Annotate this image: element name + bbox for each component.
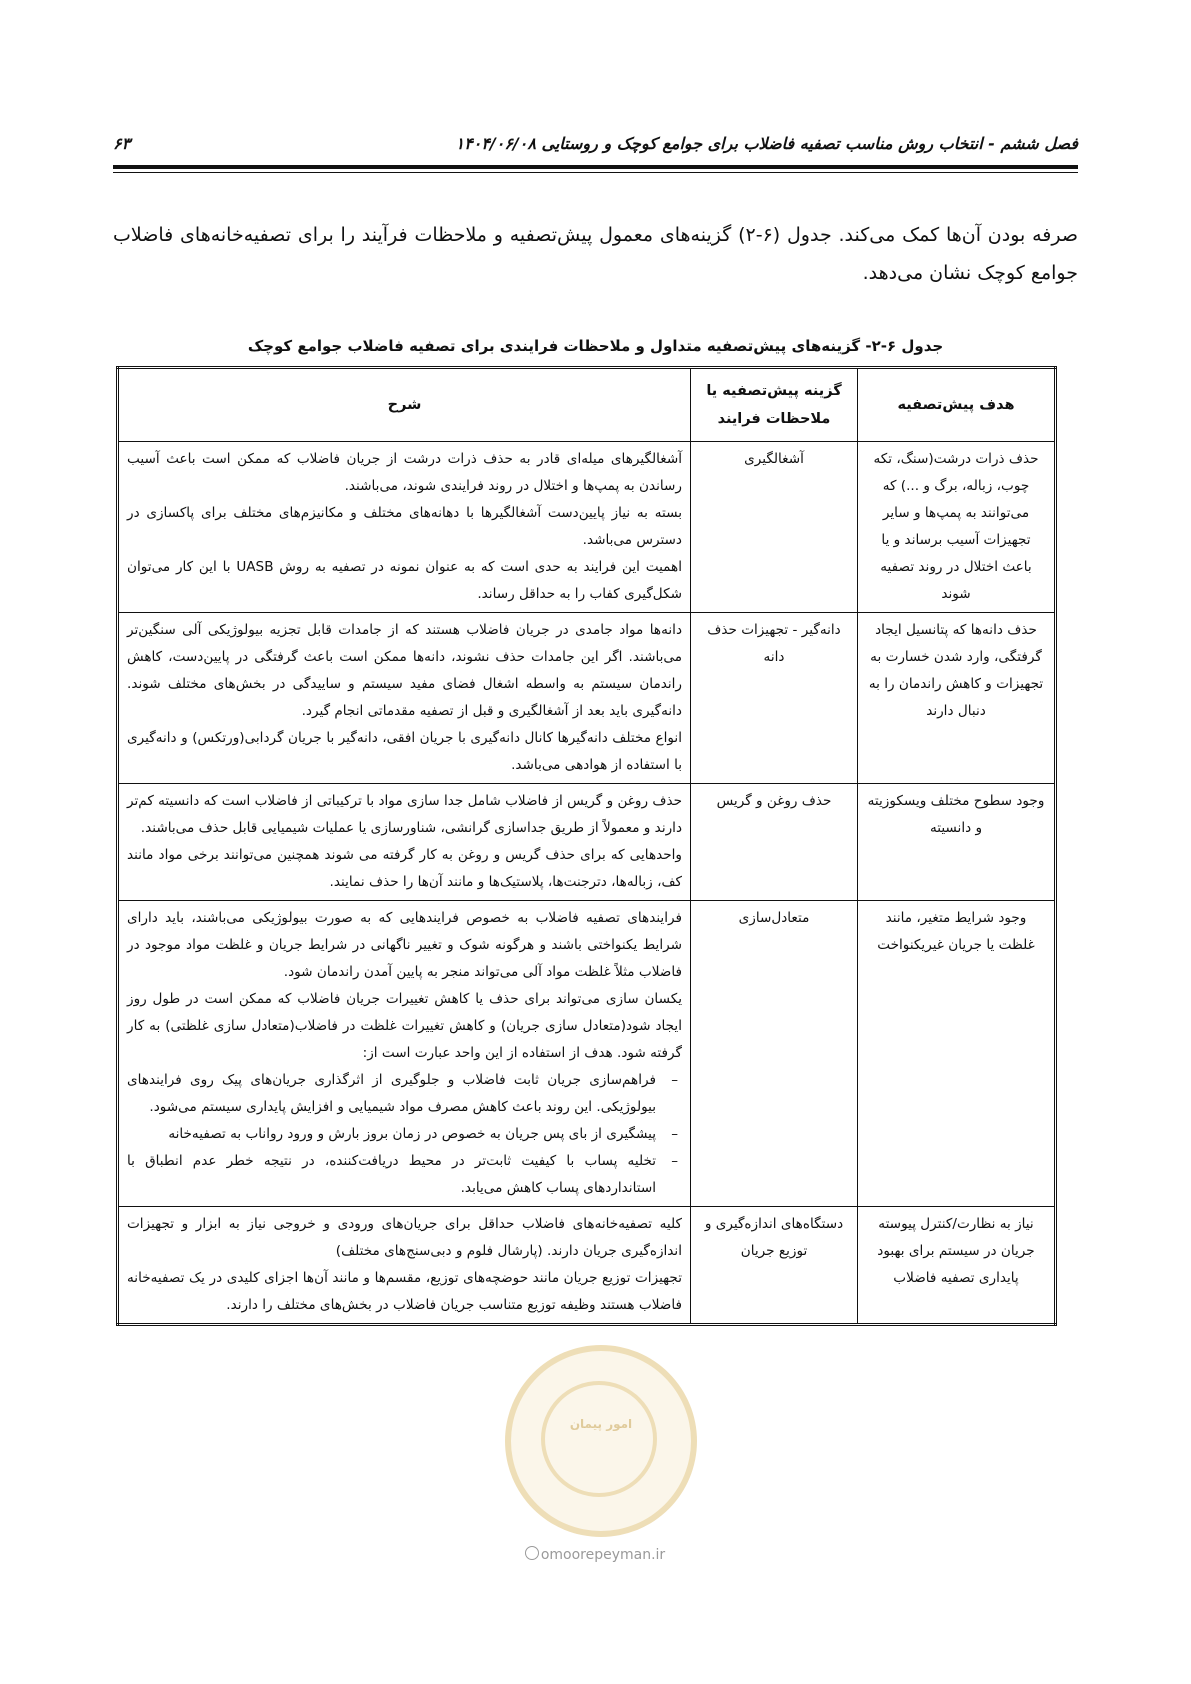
chapter-title [456, 134, 1079, 153]
description-cell [118, 442, 691, 613]
description-paragraph: واحدهایی که برای حذف گریس و روغن به کار گرفته می شوند همچنین می‌توانند برخی مواد مانند کف، زباله‌ها، دترجنت‌ها، پلاستیک‌ها و مانند آن‌ها را حذف نمایند. [127, 847, 682, 890]
site-watermark [495, 1546, 695, 1563]
header-option: گزینه پیش‌تصفیه یا ملاحظات فرایند [691, 368, 858, 442]
description-paragraph: انواع مختلف دانه‌گیرها کانال دانه‌گیری با جریان افقی، دانه‌گیر با جریان گردابی(ورتکس) و دانه‌گیری با استفاده از هوادهی می‌باشد. [127, 730, 682, 773]
page-header [113, 128, 1078, 158]
table-row [118, 901, 1056, 1207]
table-row [118, 613, 1056, 784]
bullet-item: – پیشگیری از بای پس جریان به خصوص در زمان بروز بارش و ورود رواناب به تصفیه‌خانه [127, 1121, 656, 1148]
at-icon [525, 1546, 539, 1560]
description-paragraph: حذف روغن و گریس از فاضلاب شامل جدا سازی مواد با ترکیباتی از فاضلاب است که دانسیته کم‌تر دارند و معمولاً از طریق جداسازی گرانشی، شناورسازی یا عملیات شیمیایی قابل حذف می‌باشند. [127, 793, 682, 836]
description-paragraph: فرایندهای تصفیه فاضلاب به خصوص فرایندهایی که به صورت بیولوژیکی می‌باشند، باید دارای شرایط یکنواختی باشند و هرگونه شوک و تغییر ناگهانی در شرایط جریان و غلظت مواد موجود در فاضلاب مثلاً غلظت مواد آلی می‌تواند منجر به پایین آمدن راندمان شود. [127, 910, 682, 980]
page-number: ۶۳ [113, 133, 131, 153]
table-body [118, 442, 1056, 1325]
description-paragraph: تجهیزات توزیع جریان مانند حوضچه‌های توزیع، مقسم‌ها و مانند آن‌ها اجزای کلیدی در یک تصفیه‌خانه فاضلاب هستند وظیفه توزیع متناسب جریان فاضلاب در بخش‌های مختلف را دارند. [127, 1270, 682, 1313]
option-cell: حذف روغن و گریس [691, 784, 858, 901]
description-cell [118, 1207, 691, 1325]
watermark-site: omoorepeyman.ir [540, 1547, 666, 1563]
stamp-watermark [505, 1345, 697, 1537]
description-paragraph: یکسان سازی می‌تواند برای حذف یا کاهش تغییرات جریان فاضلاب که ممکن است در طول روز ایجاد شود(متعادل سازی جریان) و کاهش تغییرات غلظت در فاضلاب(متعادل سازی غلظتی) به کار گرفته شود. هدف از استفاده از این واحد عبارت است از: [127, 991, 682, 1061]
header-rule [113, 165, 1078, 169]
header-description: شرح [118, 368, 691, 442]
option-cell: آشغالگیری [691, 442, 858, 613]
intro-paragraph: صرفه بودن آن‌ها کمک می‌کند. جدول (۶-۲) گزینه‌های معمول پیش‌تصفیه و ملاحظات فرآیند را برای تصفیه‌خانه‌های فاضلاب جوامع کوچک نشان می‌دهد. [113, 224, 1078, 284]
header-goal: هدف پیش‌تصفیه [858, 368, 1056, 442]
table-row [118, 1207, 1056, 1325]
goal-cell: وجود سطوح مختلف ویسکوزیته و دانسیته [858, 784, 1056, 901]
bullet-item: – تخلیه پساب با کیفیت ثابت‌تر در محیط دریافت‌کننده، در نتیجه خطر عدم انطباق با استانداردهای پساب کاهش می‌یابد. [127, 1148, 656, 1202]
table-row [118, 442, 1056, 613]
bullet-item: – فراهم‌سازی جریان ثابت فاضلاب و جلوگیری از اثرگذاری جریان‌های پیک روی فرایندهای بیولوژیکی. این روند باعث کاهش مصرف مواد شیمیایی و افزایش پایداری سیستم می‌شود. [127, 1067, 656, 1121]
description-bullets [127, 1067, 682, 1202]
stamp-text: امور پیمان [569, 1417, 633, 1431]
header-date: ۱۴۰۴/۰۶/۰۸ [455, 133, 536, 153]
description-paragraph: آشغالگیرهای میله‌ای قادر به حذف ذرات درشت از جریان فاضلاب که ممکن است باعث آسیب رساندن به پمپ‌ها و اختلال در روند فرایندی شوند، می‌باشند. [127, 451, 682, 494]
option-cell: دستگاه‌های اندازه‌گیری و توزیع جریان [691, 1207, 858, 1325]
header-rule-thin [113, 172, 1078, 173]
description-paragraph: کلیه تصفیه‌خانه‌های فاضلاب حداقل برای جریان‌های ورودی و خروجی نیاز به ابزار و تجهیزات اندازه‌گیری جریان دارند. (پارشال فلوم و دبی‌سنج‌های مختلف) [127, 1216, 682, 1259]
header-title: فصل ششم - انتخاب روش مناسب تصفیه فاضلاب برای جوامع کوچک و روستایی [541, 133, 1078, 153]
description-paragraph: دانه‌ها مواد جامدی در جریان فاضلاب هستند که از جامدات قابل تجزیه بیولوژیکی آلی سنگین‌تر می‌باشند. اگر این جامدات حذف نشوند، دانه‌ها ممکن است باعث گرفتگی در پایین‌دست، کاهش راندمان سیستم به واسطه اشغال فضای مفید سیستم و ساییدگی در بخش‌های مختلف شوند. دانه‌گیری باید بعد از آشغالگیری و قبل از تصفیه مقدماتی انجام گیرد. [127, 622, 682, 719]
goal-cell: وجود شرایط متغیر، مانند غلظت یا جریان غیریکنواخت [858, 901, 1056, 1207]
goal-cell: نیاز به نظارت/کنترل پیوسته جریان در سیستم برای بهبود پایداری تصفیه فاضلاب [858, 1207, 1056, 1325]
table-caption: جدول ۶-۲- گزینه‌های پیش‌تصفیه متداول و ملاحظات فرایندی برای تصفیه فاضلاب جوامع کوچک [247, 337, 944, 355]
description-cell [118, 613, 691, 784]
description-paragraph: اهمیت این فرایند به حدی است که به عنوان نمونه در تصفیه به روش UASB با این کار می‌توان شکل‌گیری کفاب را به حداقل رساند. [127, 559, 682, 602]
option-cell: متعادل‌سازی [691, 901, 858, 1207]
goal-cell: حذف ذرات درشت(سنگ، تکه چوب، زباله، برگ و ...) که می‌توانند به پمپ‌ها و سایر تجهیزات آسیب برساند و یا باعث اختلال در روند تصفیه شوند [858, 442, 1056, 613]
table-row [118, 784, 1056, 901]
pretreatment-table [116, 366, 1057, 1326]
option-cell: دانه‌گیر - تجهیزات حذف دانه [691, 613, 858, 784]
description-paragraph: بسته به نیاز پایین‌دست آشغالگیرها با دهانه‌های مختلف و مکانیزم‌های مختلف برای پاکسازی در دسترس می‌باشد. [127, 505, 682, 548]
description-cell [118, 901, 691, 1207]
table-header-row [118, 368, 1056, 442]
goal-cell: حذف دانه‌ها که پتانسیل ایجاد گرفتگی، وارد شدن خسارت به تجهیزات و کاهش راندمان را به دنبال دارند [858, 613, 1056, 784]
description-cell [118, 784, 691, 901]
